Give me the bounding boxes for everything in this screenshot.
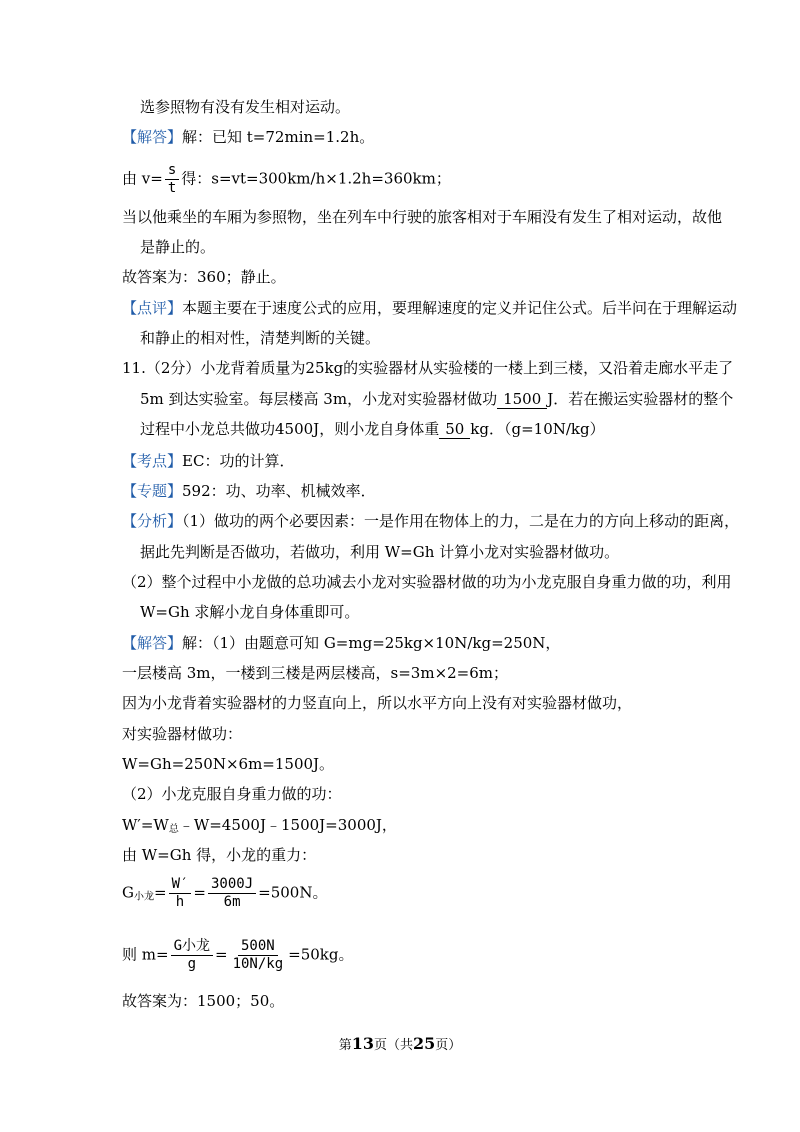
analysis-line (122, 510, 739, 532)
answer-blank: 1500 (497, 390, 547, 409)
text-span: 592：功、功率、机械效率． (182, 482, 376, 500)
answer-tag: 【解答】 (122, 128, 183, 146)
answer-summary: 故答案为：1500；50。 (122, 992, 285, 1010)
text-span: 则 m= (122, 945, 169, 964)
text-line: （2）小龙克服自身重力做的功： (122, 785, 342, 803)
page-footer (0, 1034, 800, 1053)
fraction (230, 938, 287, 973)
text-span: =500N。 (258, 883, 328, 902)
text-line: 和静止的相对性，清楚判断的关键。 (140, 329, 381, 347)
subscript: 总 (168, 824, 179, 835)
fraction (171, 938, 213, 973)
denominator: g (187, 956, 196, 972)
text-span: J．若在搬运实验器材的整个 (547, 390, 734, 408)
text-line: 由 W=Gh 得，小龙的重力： (122, 846, 317, 864)
numerator: 3000J (208, 876, 256, 894)
text-line: W=Gh 求解小龙自身体重即可。 (140, 603, 360, 621)
question-line: 11.（2分）小龙背着质量为25kg的实验器材从实验楼的一楼上到三楼，又沿着走廊水平走了 (122, 359, 734, 377)
text-line: （2）整个过程中小龙做的总功减去小龙对实验器材做的功为小龙克服自身重力做的功，利用 (122, 573, 732, 591)
numerator: G小龙 (171, 938, 213, 956)
numerator: W′ (169, 876, 192, 894)
topic-line (122, 480, 376, 502)
formula-line (122, 876, 327, 911)
text-span: ﹣W=4500J﹣1500J=3000J， (178, 816, 397, 834)
denominator: 10N/kg (232, 956, 284, 972)
text-span: 解：（1）由题意可知 G=mg=25kg×10N/kg=250N， (182, 634, 561, 652)
question-line (140, 418, 605, 440)
text-span: = (153, 883, 167, 902)
knowledge-point-line (122, 450, 294, 472)
knowledge-point-tag: 【考点】 (122, 452, 183, 470)
fraction (208, 876, 256, 911)
answer-summary: 故答案为：360；静止。 (122, 268, 286, 286)
text-line: 因为小龙背着实验器材的力竖直向上，所以水平方向上没有对实验器材做功， (122, 694, 633, 712)
comment-line (122, 297, 737, 319)
text-span: （1）做功的两个必要因素：一是作用在物体上的力，二是在力的方向上移动的距离， (182, 512, 740, 530)
text-span: 过程中小龙总共做功4500J，则小龙自身体重 (140, 420, 440, 438)
answer-blank: 50 (439, 420, 470, 439)
denominator: t (167, 180, 177, 196)
text-span: 页） (435, 1038, 462, 1053)
text-line: 一层楼高 3m，一楼到三楼是两层楼高，s=3m×2=6m； (122, 664, 509, 682)
answer-line (122, 632, 560, 654)
text-span: G (122, 883, 134, 902)
numerator: s (165, 162, 179, 180)
formula-line (122, 162, 451, 197)
text-span: 第 (338, 1038, 352, 1053)
subscript: 小龙 (133, 891, 154, 903)
text-span: W′=W (122, 816, 169, 834)
numerator: 500N (238, 938, 278, 956)
text-line: 是静止的。 (140, 238, 216, 256)
fraction (165, 162, 179, 197)
text-line: 当以他乘坐的车厢为参照物，坐在列车中行驶的旅客相对于车厢没有发生了相对运动，故他 (122, 208, 723, 226)
topic-tag: 【专题】 (122, 482, 183, 500)
page-total: 25 (413, 1034, 436, 1053)
text-span: = (215, 945, 228, 964)
text-span: 解：已知 t=72min=1.2h。 (182, 128, 375, 146)
denominator: 6m (223, 894, 241, 910)
text-span: 得：s=vt=300km/h×1.2h=360km； (181, 169, 451, 188)
text-line: 据此先判断是否做功，若做功，利用 W=Gh 计算小龙对实验器材做功。 (140, 543, 620, 561)
denominator: h (175, 894, 185, 910)
text-span: 5m 到达实验室。每层楼高 3m，小龙对实验器材做功 (140, 390, 498, 408)
page-number: 13 (351, 1034, 374, 1053)
text-line: 对实验器材做功： (122, 725, 243, 743)
formula-line (122, 938, 354, 973)
analysis-tag: 【分析】 (122, 512, 183, 530)
comment-tag: 【点评】 (122, 299, 183, 317)
question-line (140, 388, 733, 410)
text-span: kg．（g=10N/kg） (470, 420, 605, 438)
text-line: 选参照物有没有发生相对运动。 (140, 98, 351, 116)
text-span: 页（共 (373, 1038, 413, 1053)
formula-line (122, 814, 397, 841)
answer-line (122, 126, 374, 148)
text-span: =50kg。 (288, 945, 354, 964)
text-span: EC：功的计算． (182, 452, 295, 470)
text-line: W=Gh=250N×6m=1500J。 (122, 755, 335, 773)
answer-tag: 【解答】 (122, 634, 183, 652)
text-span: 本题主要在于速度公式的应用，要理解速度的定义并记住公式。后半问在于理解运动 (182, 299, 738, 317)
text-span: = (193, 883, 206, 902)
text-span: 由 v= (122, 169, 163, 188)
fraction (169, 876, 192, 911)
